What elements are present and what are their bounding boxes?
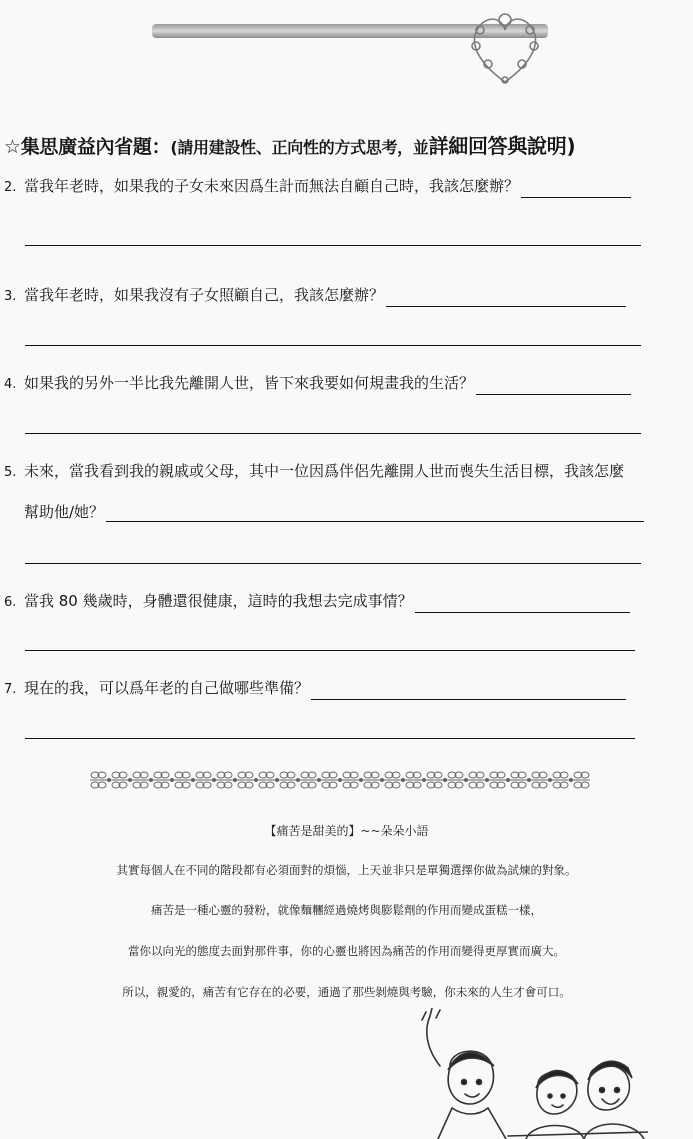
essay-line-4: 所以，親愛的，痛苦有它存在的必要，通過了那些剝燒與考驗，你未來的人生才會可口。: [122, 985, 571, 999]
answer-line-4b[interactable]: [25, 433, 641, 434]
essay-title: 【痛苦是甜美的】~~朵朵小語: [264, 824, 429, 838]
essay-line-1: 其實每個人在不同的階段都有必須面對的煩惱，上天並非只是單獨選擇你做為試煉的對象。: [116, 863, 577, 877]
answer-blank-6a[interactable]: [415, 596, 630, 613]
answer-blank-4a[interactable]: [476, 378, 631, 395]
question-7-text: 現在的我，可以爲年老的自己做哪些準備？: [24, 679, 310, 697]
answer-blank-2a[interactable]: [521, 181, 631, 198]
waving-children-illustration: [408, 1008, 648, 1139]
heading-emphasis: 詳細回答與說明): [428, 134, 576, 158]
question-5-text-continued: 幫助他/她？: [24, 503, 105, 521]
section-heading: [4, 130, 690, 159]
essay-line-3: 當你以向光的態度去面對那件事，你的心靈也將因為痛苦的作用而變得更厚實而廣大。: [128, 944, 565, 958]
answer-line-2b[interactable]: [25, 245, 641, 246]
question-5-text: 未來，當我看到我的親戚或父母，其中一位因爲伴侶先離開人世而喪失生活目標，我該怎麼: [24, 462, 625, 480]
answer-line-7b[interactable]: [25, 738, 635, 739]
question-5: 5. 未來，當我看到我的親戚或父母，其中一位因爲伴侶先離開人世而喪失生活目標，我該怎麼: [4, 462, 625, 480]
essay-line-2: 痛苦是一種心靈的發粉，就像麵糰經過燒烤與膨鬆劑的作用而變成蛋糕一樣，: [151, 903, 542, 917]
question-2: 2. 當我年老時，如果我的子女未來因爲生計而無法自顧自己時，我該怎麼辦？: [4, 176, 631, 198]
question-6-text: 當我 80 幾歲時，身體還很健康，這時的我想去完成事情？: [24, 592, 413, 610]
answer-line-5b[interactable]: [25, 563, 641, 564]
answer-line-6b[interactable]: [25, 650, 635, 651]
heading-instruction: (請用建設性、正向性的方式思考，並: [170, 138, 429, 157]
heading-prefix: ☆集思廣益內省題：: [4, 136, 171, 158]
question-2-text: 當我年老時，如果我的子女未來因爲生計而無法自顧自己時，我該怎麼辦？: [24, 177, 520, 195]
answer-blank-3a[interactable]: [386, 290, 626, 307]
question-3: 3. 當我年老時，如果我沒有子女照顧自己，我該怎麼辦？: [4, 285, 626, 307]
question-7: 7. 現在的我，可以爲年老的自己做哪些準備？: [4, 678, 626, 700]
answer-blank-5a[interactable]: [106, 505, 644, 522]
question-6: 6. 當我 80 幾歲時，身體還很健康，這時的我想去完成事情？: [4, 591, 630, 613]
question-4-text: 如果我的另外一半比我先離開人世，皆下來我要如何規畫我的生活？: [24, 374, 475, 392]
answer-blank-7a[interactable]: [311, 683, 626, 700]
question-4: 4. 如果我的另外一半比我先離開人世，皆下來我要如何規畫我的生活？: [4, 373, 631, 395]
header-vine-heart-decoration: [150, 4, 550, 94]
question-3-text: 當我年老時，如果我沒有子女照顧自己，我該怎麼辦？: [24, 286, 385, 304]
answer-line-3b[interactable]: [25, 345, 641, 346]
question-5-continued: [24, 502, 644, 522]
dragonfly-border-icon: [90, 767, 590, 793]
